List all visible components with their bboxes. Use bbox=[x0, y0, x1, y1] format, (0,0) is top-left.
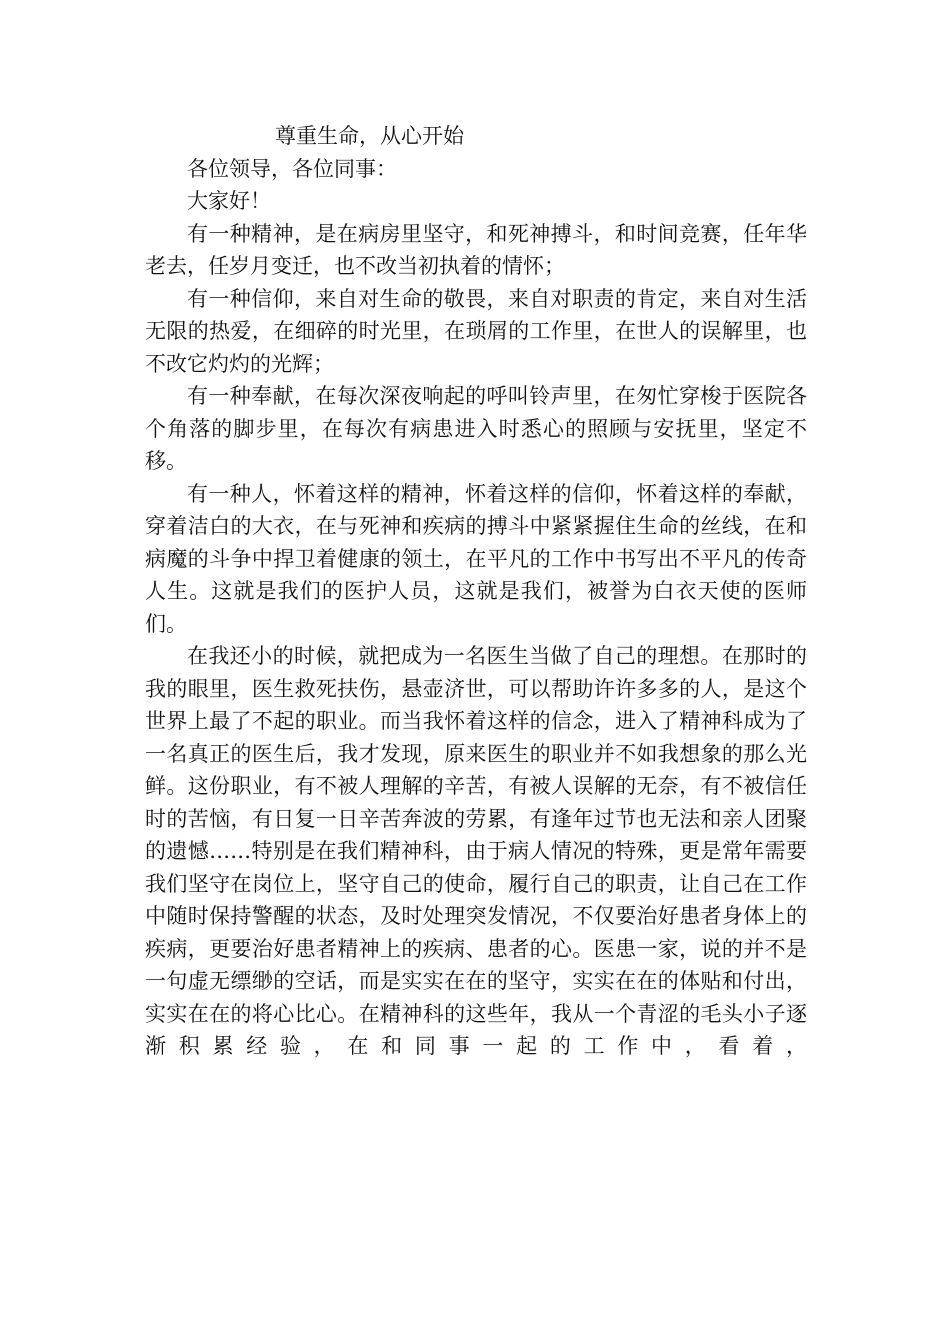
paragraph-personal-story: 在我还小的时候，就把成为一名医生当做了自己的理想。在那时的我的眼里，医生救死扶伤，悬壶济世，可以帮助许许多多的人，是这个世界上最了不起的职业。而当我怀着这样的信念，进入了精神科成为了一名真正的医生后，我才发现，原来医生的职业并不如我想象的那么光鲜。这份职业，有不被人理解的辛苦，有被人误解的无奈，有不被信任时的苦恼，有日复一日辛苦奔波的劳累，有逢年过节也无法和亲人团聚的遗憾……特别是在我们精神科，由于病人情况的特殊，更是常年需要我们坚守在岗位上，坚守自己的使命，履行自己的职责，让自己在工作中随时保持警醒的状态，及时处理突发情况，不仅要治好患者身体上的疾病，更要治好患者精神上的疾病、患者的心。医患一家，说的并不是一句虚无缥缈的空话，而是实实在在的坚守，实实在在的体贴和付出，实实在在的将心比心。在精神科的这些年，我从一个青涩的毛头小子逐渐积累经验，在和同事一起的工作中，看着， bbox=[145, 644, 807, 1058]
paragraph-belief: 有一种信仰，来自对生命的敬畏，来自对职责的肯定，来自对生活无限的热爱，在细碎的时光里，在琐屑的工作里，在世人的误解里，也不改它灼灼的光辉； bbox=[145, 286, 807, 376]
speech-title: 尊重生命，从心开始 bbox=[275, 124, 464, 148]
paragraph-devotion: 有一种奉献，在每次深夜响起的呼叫铃声里，在匆忙穿梭于医院各个角落的脚步里，在每次有病患进入时悉心的照顾与安抚里，坚定不移。 bbox=[145, 384, 807, 473]
document-body bbox=[145, 120, 807, 1063]
greeting: 大家好！ bbox=[187, 189, 271, 213]
salutation: 各位领导，各位同事： bbox=[187, 156, 397, 181]
paragraph-spirit: 有一种精神，是在病房里坚守，和死神搏斗，和时间竞赛，任年华老去，任岁月变迁，也不改当初执着的情怀； bbox=[145, 221, 807, 278]
paragraph-medical-staff: 有一种人，怀着这样的精神，怀着这样的信仰，怀着这样的奉献，穿着洁白的大衣，在与死神和疾病的搏斗中紧紧握住生命的丝线，在和病魔的斗争中捍卫着健康的领土，在平凡的工作中书写出不平凡的传奇人生。这就是我们的医护人员，这就是我们，被誉为白衣天使的医师们。 bbox=[145, 481, 807, 636]
